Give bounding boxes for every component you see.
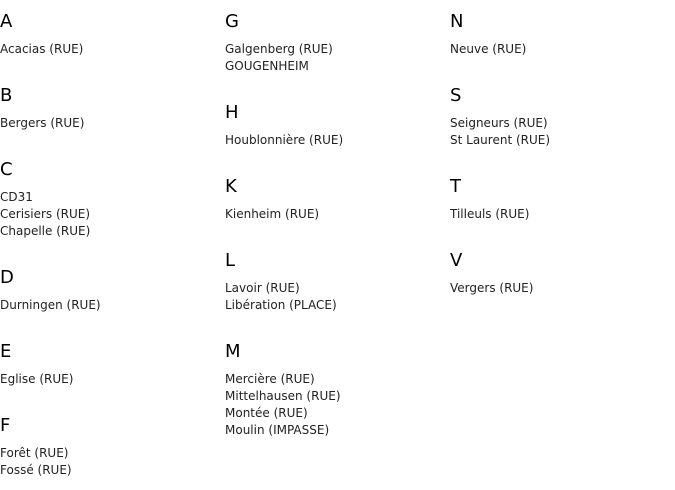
street-item[interactable] (0, 206, 90, 223)
street-item[interactable] (450, 41, 526, 58)
street-link[interactable]: Fossé (RUE) (0, 463, 72, 477)
letter-heading: L (225, 250, 236, 271)
street-link[interactable]: Neuve (RUE) (450, 42, 527, 56)
street-link[interactable]: GOUGENHEIM (225, 59, 309, 73)
street-item[interactable] (225, 132, 343, 149)
street-item[interactable] (0, 371, 73, 388)
letter-heading: A (0, 11, 13, 32)
letter-group-g (225, 11, 333, 75)
letter-heading: S (450, 85, 462, 106)
street-link[interactable]: Bergers (RUE) (0, 116, 85, 130)
street-item[interactable] (450, 115, 550, 132)
letter-heading: G (225, 11, 239, 32)
street-link[interactable]: Tilleuls (RUE) (450, 207, 530, 221)
letter-group-d (0, 267, 101, 314)
letter-group-c (0, 159, 90, 240)
letter-heading: B (0, 85, 13, 106)
letter-group-a (0, 11, 83, 58)
street-item[interactable] (450, 280, 533, 297)
letter-group-h (225, 102, 343, 149)
street-link[interactable]: Moulin (IMPASSE) (225, 423, 330, 437)
letter-heading: C (0, 159, 13, 180)
street-link[interactable]: Acacias (RUE) (0, 42, 84, 56)
street-item[interactable] (225, 206, 319, 223)
street-link[interactable]: Eglise (RUE) (0, 372, 74, 386)
street-item[interactable] (0, 462, 72, 479)
street-item[interactable] (0, 223, 90, 240)
street-item[interactable] (0, 115, 84, 132)
letter-heading: F (0, 415, 11, 436)
street-item[interactable] (450, 206, 529, 223)
street-link[interactable]: Mittelhausen (RUE) (225, 389, 341, 403)
letter-group-n (450, 11, 526, 58)
letter-heading: V (450, 250, 463, 271)
street-item[interactable] (0, 189, 90, 206)
street-link[interactable]: Mercière (RUE) (225, 372, 315, 386)
street-link[interactable]: Kienheim (RUE) (225, 207, 320, 221)
letter-group-k (225, 176, 319, 223)
street-link[interactable]: Seigneurs (RUE) (450, 116, 548, 130)
letter-group-e (0, 341, 73, 388)
letter-group-s (450, 85, 550, 149)
street-link[interactable]: Lavoir (RUE) (225, 281, 300, 295)
street-link[interactable]: Durningen (RUE) (0, 298, 101, 312)
letter-heading: H (225, 102, 239, 123)
letter-heading: K (225, 176, 237, 197)
letter-group-f (0, 415, 72, 479)
letter-heading: E (0, 341, 12, 362)
street-link[interactable]: CD31 (0, 190, 33, 204)
street-link[interactable]: Chapelle (RUE) (0, 224, 91, 238)
street-item[interactable] (225, 422, 341, 439)
street-item[interactable] (225, 405, 341, 422)
street-item[interactable] (0, 297, 101, 314)
letter-group-l (225, 250, 337, 314)
letter-group-t (450, 176, 529, 223)
street-item[interactable] (225, 58, 333, 75)
letter-heading: N (450, 11, 464, 32)
street-item[interactable] (225, 371, 341, 388)
letter-heading: M (225, 341, 241, 362)
letter-heading: T (450, 176, 461, 197)
street-item[interactable] (450, 132, 550, 149)
street-item[interactable] (0, 445, 72, 462)
street-link[interactable]: Cerisiers (RUE) (0, 207, 91, 221)
street-item[interactable] (0, 41, 83, 58)
letter-group-m (225, 341, 341, 439)
letter-heading: D (0, 267, 14, 288)
street-item[interactable] (225, 280, 337, 297)
street-link[interactable]: Forêt (RUE) (0, 446, 69, 460)
street-item[interactable] (225, 388, 341, 405)
street-link[interactable]: Galgenberg (RUE) (225, 42, 333, 56)
street-link[interactable]: St Laurent (RUE) (450, 133, 551, 147)
street-item[interactable] (225, 41, 333, 58)
street-link[interactable]: Libération (PLACE) (225, 298, 337, 312)
letter-group-b (0, 85, 84, 132)
street-link[interactable]: Montée (RUE) (225, 406, 308, 420)
street-link[interactable]: Vergers (RUE) (450, 281, 534, 295)
street-link[interactable]: Houblonnière (RUE) (225, 133, 344, 147)
street-item[interactable] (225, 297, 337, 314)
letter-group-v (450, 250, 533, 297)
